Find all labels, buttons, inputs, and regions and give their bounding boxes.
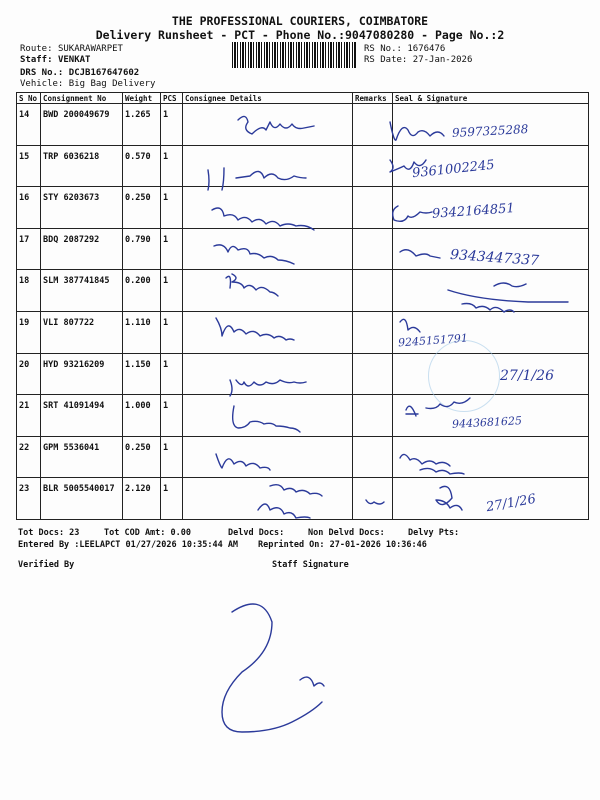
col-sno: S No: [17, 93, 41, 104]
table-row: 14 BWD 200049679 1.265 1: [17, 104, 589, 146]
col-consignee: Consignee Details: [183, 93, 353, 104]
handwritten-phone: 9361002245: [411, 157, 496, 182]
vehicle-line: Vehicle: Big Bag Delivery: [20, 79, 156, 89]
rs-no-line: RS No.: 1676476: [364, 44, 446, 54]
company-title: THE PROFESSIONAL COURIERS, COIMBATORE: [171, 14, 429, 28]
table-row: 16 STY 6203673 0.250 1: [17, 187, 589, 229]
rs-date-line: RS Date: 27-Jan-2026: [364, 55, 473, 65]
table-row: 21 SRT 41091494 1.000 1: [17, 395, 589, 437]
runsheet-subtitle: Delivery Runsheet - PCT - Phone No.:9047080280 - Page No.:2: [95, 28, 505, 42]
route-value: SUKARAWARPET: [57, 44, 123, 54]
table-header-row: [17, 93, 589, 104]
staff-line: Staff: VENKAT: [20, 55, 91, 65]
table-row: 15 TRP 6036218 0.570 1: [17, 145, 589, 187]
tot-cod: Tot COD Amt: 0.00: [104, 528, 191, 538]
verified-by: Verified By: [18, 560, 75, 570]
entered-by: Entered By :LEELAPCT 01/27/2026 10:35:44 AM: [18, 540, 239, 550]
tot-docs: Tot Docs: 23: [18, 528, 80, 538]
non-delvd-docs: Non Delvd Docs:: [308, 528, 385, 538]
table-row: 17 BDQ 2087292 0.790 1: [17, 228, 589, 270]
route-line: Route: SUKARAWARPET: [20, 44, 123, 54]
vehicle-value: Big Bag Delivery: [68, 79, 156, 89]
faded-stamp: [428, 340, 500, 412]
col-weight: Weight: [123, 93, 161, 104]
barcode: [232, 42, 356, 68]
col-remarks: Remarks: [353, 93, 393, 104]
reprinted-on: Reprinted On: 27-01-2026 10:36:46: [258, 540, 427, 550]
staff-signature: Staff Signature: [272, 560, 349, 570]
drs-value: DCJB167647602: [68, 68, 140, 78]
handwritten-phone: 9245151791: [397, 331, 469, 350]
drs-line: DRS No.: DCJB167647602: [20, 68, 140, 78]
handwritten-phone: 9342164851: [431, 201, 516, 222]
table-row: 20 HYD 93216209 1.150 1: [17, 353, 589, 395]
delvd-docs: Delvd Docs:: [228, 528, 285, 538]
handwritten-phone: 9343447337: [449, 246, 540, 270]
table-row: 22 GPM 5536041 0.250 1: [17, 436, 589, 478]
col-pcs: PCS: [161, 93, 183, 104]
rs-no-value: 1676476: [407, 44, 446, 54]
runsheet-table: [16, 92, 589, 520]
table-row: 18 SLM 387741845 0.200 1: [17, 270, 589, 312]
handwritten-date: 27/1/26: [500, 368, 554, 384]
staff-value: VENKAT: [57, 55, 91, 65]
handwritten-phone: 9597325288: [451, 122, 529, 140]
handwritten-date: 27/1/26: [485, 491, 538, 516]
delvy-pts: Delvy Pts:: [408, 528, 460, 538]
table-row: 23 BLR 5005540017 2.120 1: [17, 478, 589, 520]
col-signature: Seal & Signature: [393, 93, 589, 104]
col-consignment: Consignment No: [41, 93, 123, 104]
rs-date-value: 27-Jan-2026: [412, 55, 473, 65]
table-row: 19 VLI 807722 1.110 1: [17, 311, 589, 353]
handwritten-phone: 9443681625: [451, 414, 523, 431]
